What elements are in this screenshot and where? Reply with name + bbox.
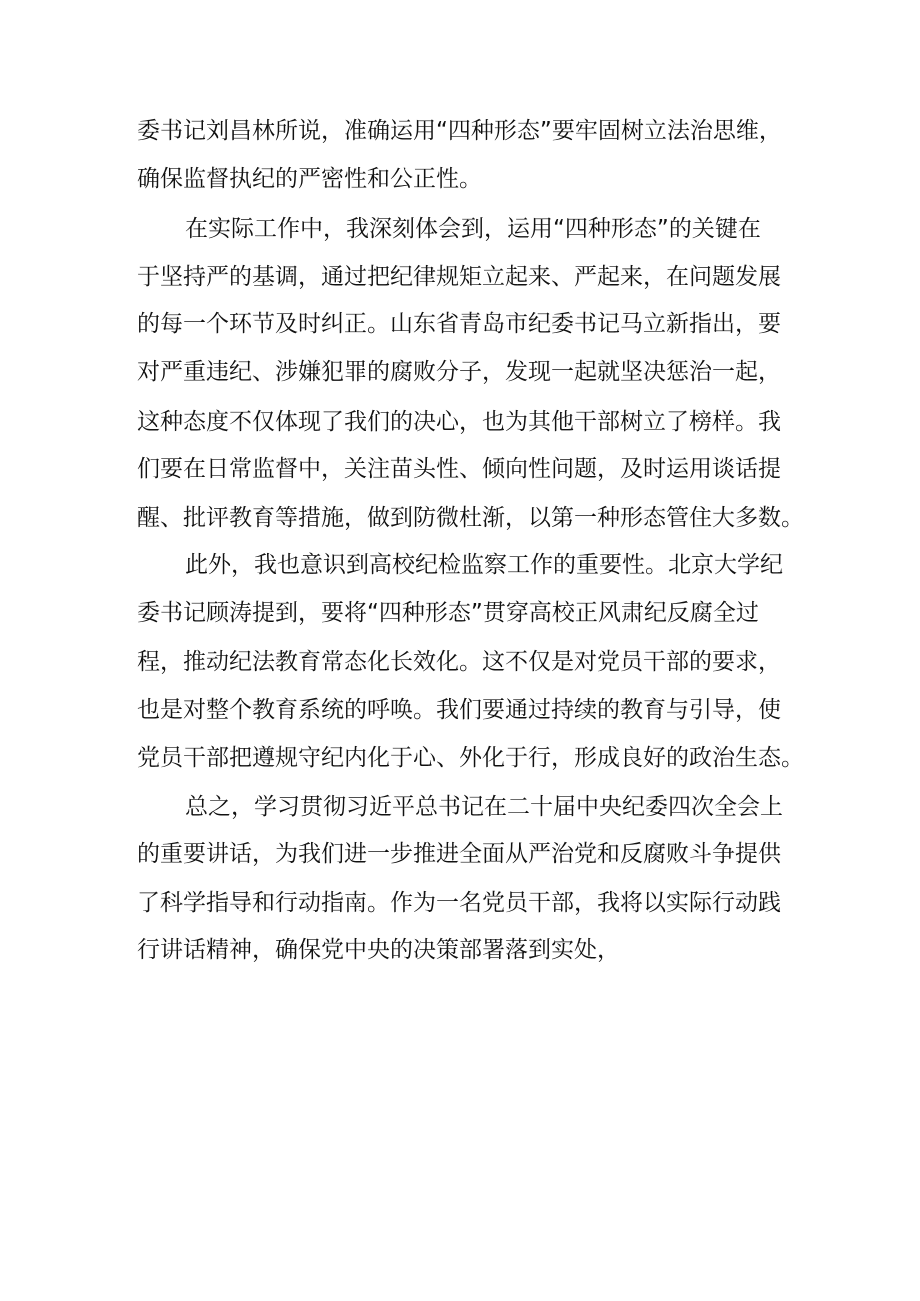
text-line: 对严重违纪、涉嫌犯罪的腐败分子，发现一起就坚决惩治一起，: [137, 359, 781, 385]
text-line: 于坚持严的基调，通过把纪律规矩立起来、严起来，在问题发展: [137, 264, 781, 290]
paragraph-first-line: 总之，学习贯彻习近平总书记在二十届中央纪委四次全会上: [185, 794, 783, 820]
text-line: 的重要讲话，为我们进一步推进全面从严治党和反腐败斗争提供: [137, 841, 781, 867]
text-line: 也是对整个教育系统的呼唤。我们要通过持续的教育与引导，使: [137, 697, 781, 723]
paragraph-first-line: 在实际工作中，我深刻体会到，运用“四种形态”的关键在: [185, 216, 761, 242]
text-line: 党员干部把遵规守纪内化于心、外化于行，形成良好的政治生态。: [137, 745, 804, 771]
text-line: 行讲话精神，确保党中央的决策部署落到实处，: [137, 937, 620, 963]
text-line: 确保监督执纪的严密性和公正性。: [137, 166, 482, 192]
text-line: 这种态度不仅体现了我们的决心，也为其他干部树立了榜样。我: [137, 409, 781, 435]
text-line: 的每一个环节及时纠正。山东省青岛市纪委书记马立新指出，要: [137, 311, 781, 337]
text-line: 醒、批评教育等措施，做到防微杜渐，以第一种形态管住大多数。: [137, 505, 804, 531]
text-line: 们要在日常监督中，关注苗头性、倾向性问题，及时运用谈话提: [137, 456, 781, 482]
text-line: 委书记顾涛提到，要将“四种形态”贯穿高校正风肃纪反腐全过: [137, 600, 759, 626]
text-line: 委书记刘昌林所说，准确运用“四种形态”要牢固树立法治思维，: [137, 118, 782, 144]
paragraph-first-line: 此外，我也意识到高校纪检监察工作的重要性。北京大学纪: [185, 552, 783, 578]
text-line: 了科学指导和行动指南。作为一名党员干部，我将以实际行动践: [137, 890, 781, 916]
text-line: 程，推动纪法教育常态化长效化。这不仅是对党员干部的要求，: [137, 649, 781, 675]
